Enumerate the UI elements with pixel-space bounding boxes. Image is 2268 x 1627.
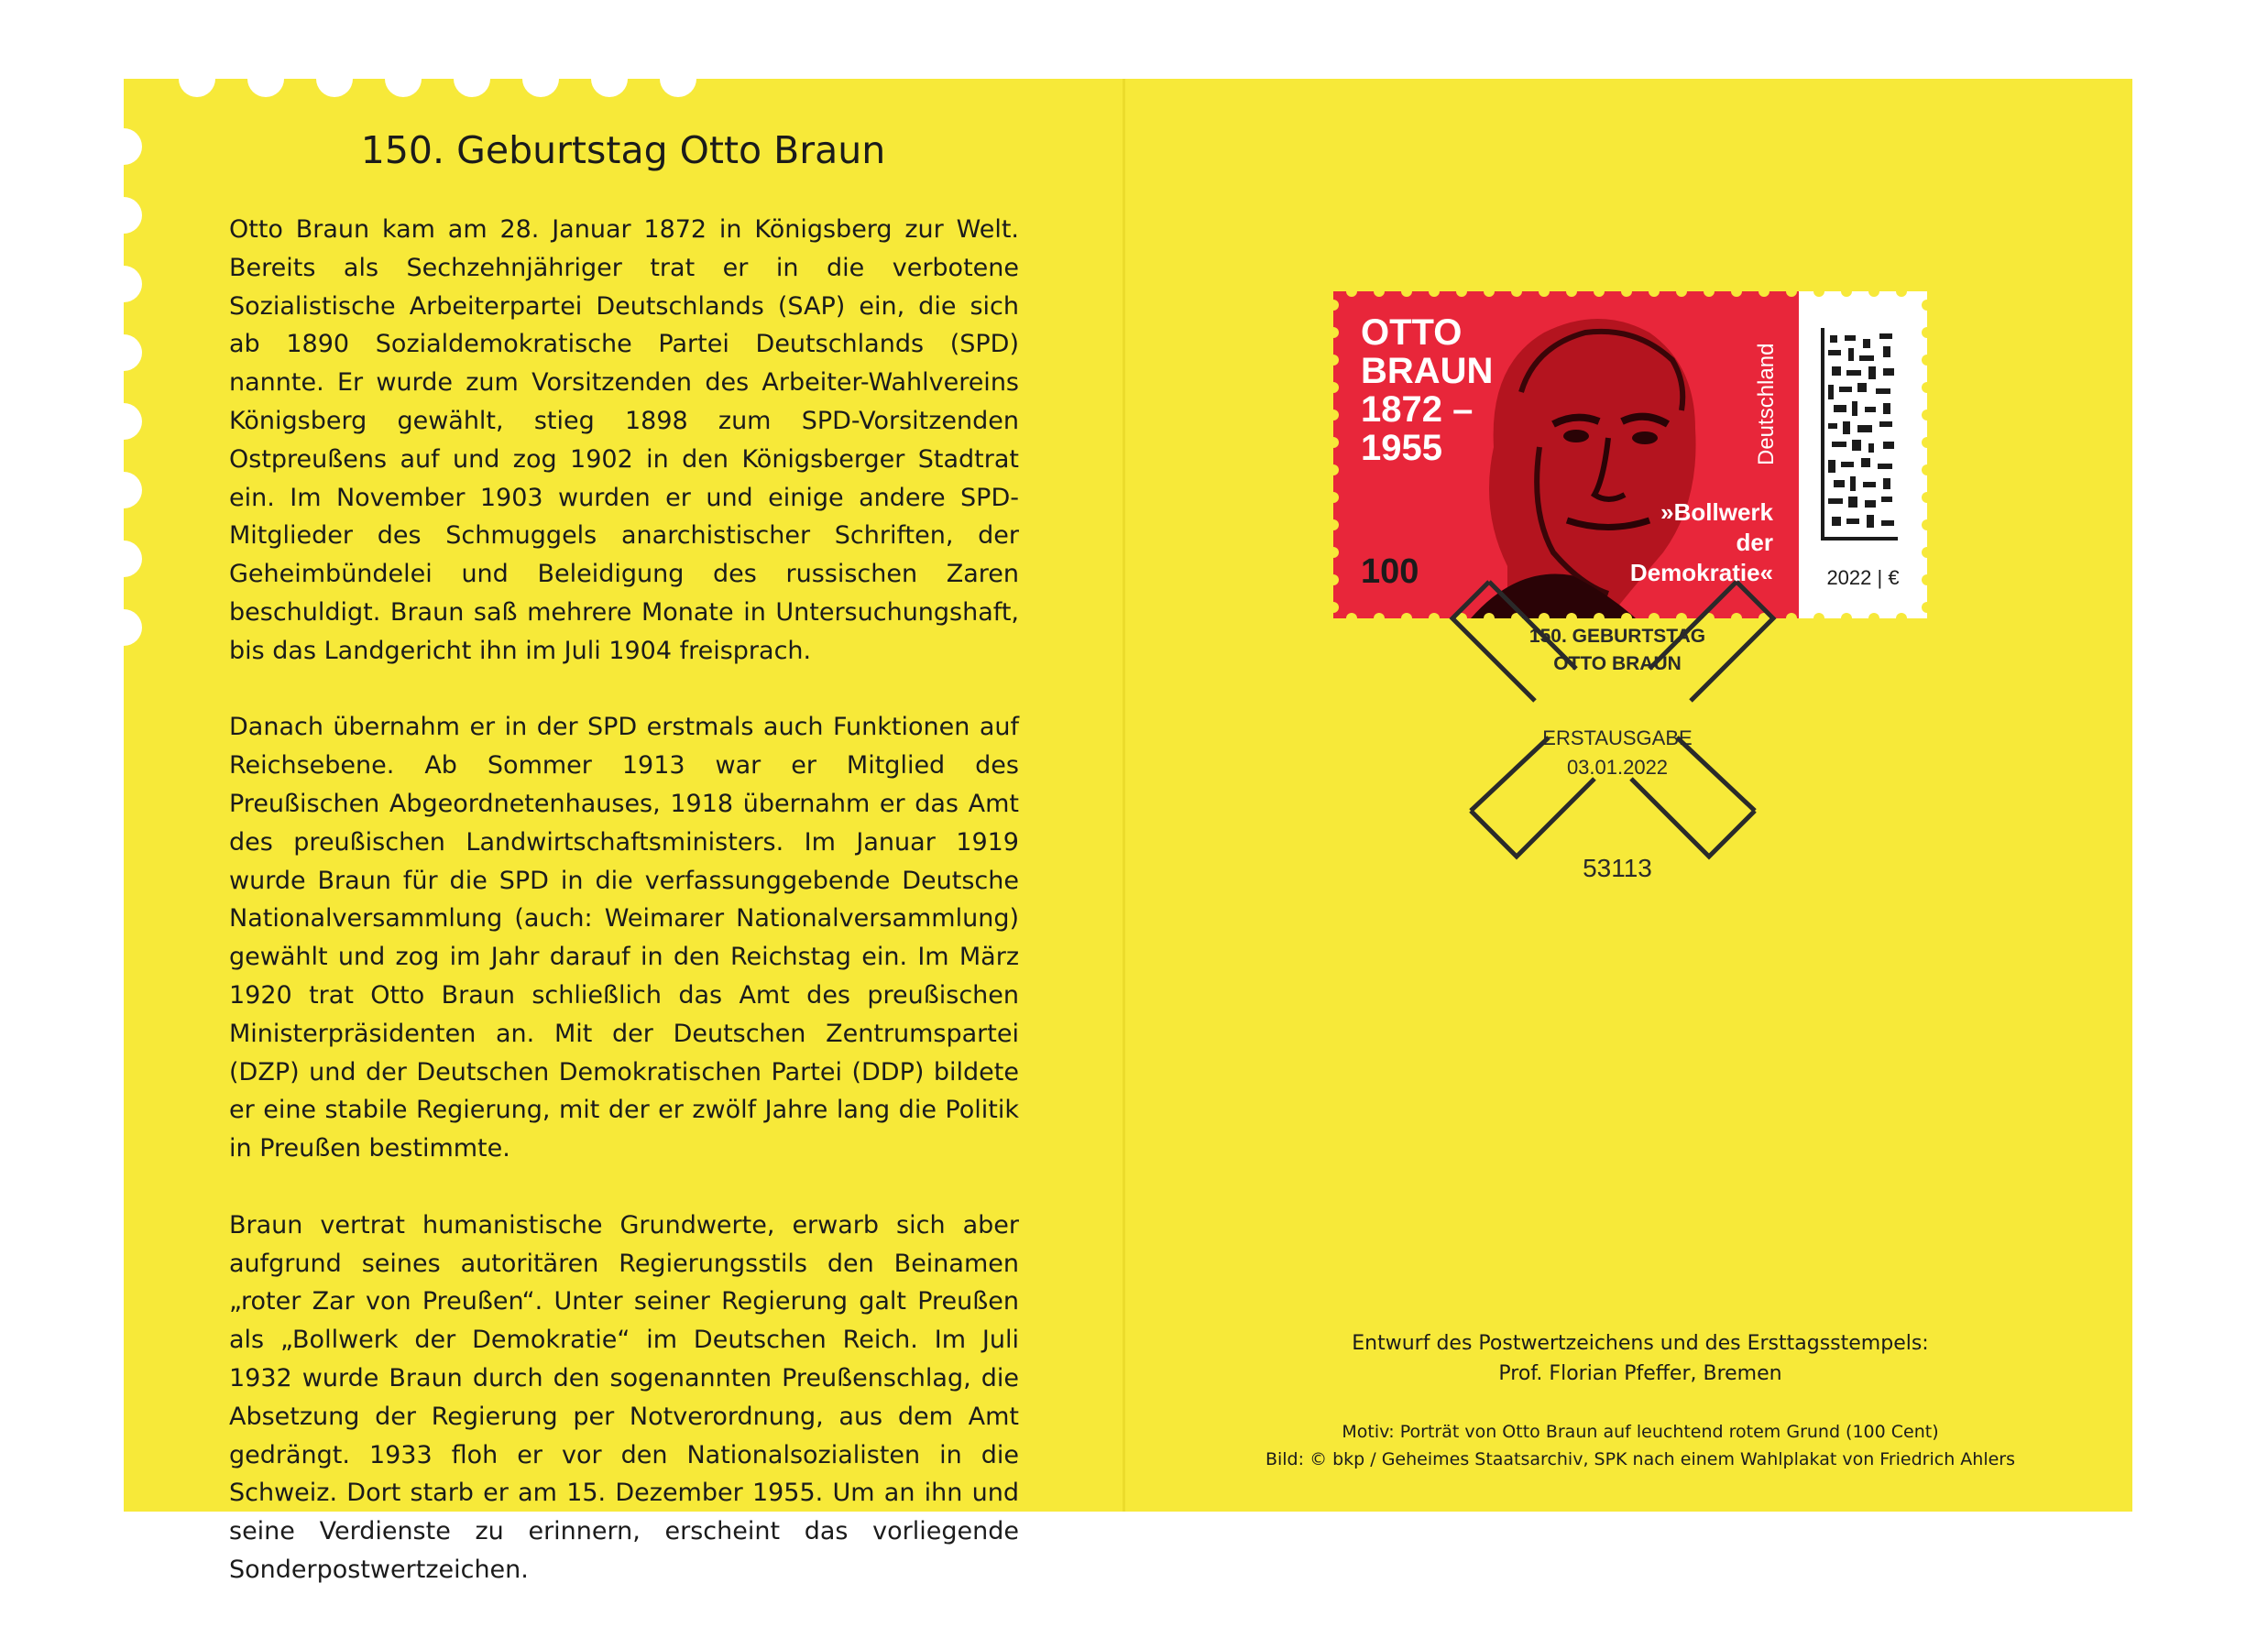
- stamp-quote-1: »Bollwerk: [1660, 498, 1773, 526]
- stamp-years-1: 1872 –: [1361, 389, 1474, 430]
- postmark-postcode: 53113: [1583, 854, 1652, 882]
- postmark-line-2: OTTO BRAUN: [1553, 653, 1682, 674]
- design-credits: [1228, 1328, 2053, 1389]
- postmark-line-3: ERSTAUSGABE: [1542, 726, 1693, 749]
- stamp-country: Deutschland: [1754, 343, 1779, 465]
- stamp-name-1: OTTO: [1361, 312, 1463, 353]
- paragraph-3: Braun vertrat humanistische Grundwerte, erwarb sich aber aufgrund seines autoritären Regierungsstils den Beinamen „roter Zar von Preußen“. Unter seiner Regierung galt Preußen als „Bollwerk der Demokratie“ im Deutschen Reich. Im Juli 1932 wurde Braun durch den sogenannten Preußenschlag, die Absetzung der Regierung per Notverordnung, aus dem Amt gedrängt. 1933 floh er vor den Nationalsozialisten in die Schweiz. Dort starb er am 15. Dezember 1955. Um an ihn und seine Verdienste zu erinnern, erscheint das vorliegende Sonderpostwertzeichen.: [229, 1210, 1019, 1584]
- postmark-line-1: 150. GEBURTSTAG: [1528, 626, 1706, 647]
- stamp-quote-2: der: [1736, 529, 1773, 556]
- body-text: [229, 211, 1019, 1627]
- stamp-value: 100: [1361, 552, 1419, 591]
- motif-line-1: Motiv: Porträt von Otto Braun auf leuchtend rotem Grund (100 Cent): [1342, 1422, 1939, 1442]
- motif-line-2: Bild: © bkp / Geheimes Staatsarchiv, SPK nach einem Wahlplakat von Friedrich Ahlers: [1265, 1449, 2016, 1469]
- paragraph-1: Otto Braun kam am 28. Januar 1872 in Königsberg zur Welt. Bereits als Sechzehnjähriger trat er in die verbotene Sozialistische Arbeiterpartei Deutschlands (SAP) ein, die sich ab 1890 Sozialdemokratische Partei Deutschlands (SPD) nannte. Er wurde zum Vorsitzenden des Arbeiter-Wahlvereins Königsberg gewählt, stieg 1898 zum SPD-Vorsitzenden Ostpreußens auf und zog 1902 in den Königsberger Stadtrat ein. Im November 1903 wurden er und einige andere SPD-Mitglieder des Schmuggels anarchistischer Schriften, der Geheimbündelei und Beleidigung des russischen Zaren beschuldigt. Braun saß mehrere Monate in Untersuchungshaft, bis das Landgericht ihn im Juli 1904 freisprach.: [229, 215, 1019, 665]
- postmark-header: [1503, 623, 1732, 678]
- stamp-name-2: BRAUN: [1361, 351, 1494, 391]
- stamp-year-currency: 2022 | €: [1826, 566, 1900, 589]
- stamp-years-2: 1955: [1361, 428, 1442, 468]
- postmark-date-block: [1521, 724, 1714, 782]
- credits-line-2: Prof. Florian Pfeffer, Bremen: [1498, 1362, 1782, 1385]
- page-title: 150. Geburtstag Otto Braun: [360, 128, 886, 172]
- stamp-quote-3: Demokratie«: [1629, 559, 1773, 586]
- paragraph-2: Danach übernahm er in der SPD erstmals auch Funktionen auf Reichsebene. Ab Sommer 1913 war er Mitglied des Preußischen Abgeordnetenhauses, 1918 übernahm er das Amt des preußischen Landwirtschaftsministers. Im Januar 1919 wurde Braun für die SPD in die verfassunggebende Deutsche Nationalversammlung (auch: Weimarer Nationalversammlung) gewählt und zog im Jahr darauf in den Reichstag ein. Im März 1920 trat Otto Braun schließlich das Amt des preußischen Ministerpräsidenten an. Mit der Deutschen Zentrumspartei (DZP) und der Deutschen Demokratischen Partei (DDP) bildete er eine stabile Regierung, mit der er zwölf Jahre lang die Politik in Preußen bestimmte.: [229, 713, 1019, 1163]
- matrix-code: [1819, 328, 1898, 541]
- motif-credits: [1182, 1418, 2098, 1473]
- postmark-line-4: 03.01.2022: [1566, 756, 1669, 779]
- credits-line-1: Entwurf des Postwertzeichens und des Ersttagsstempels:: [1352, 1332, 1929, 1355]
- fold-line: [1123, 79, 1125, 1512]
